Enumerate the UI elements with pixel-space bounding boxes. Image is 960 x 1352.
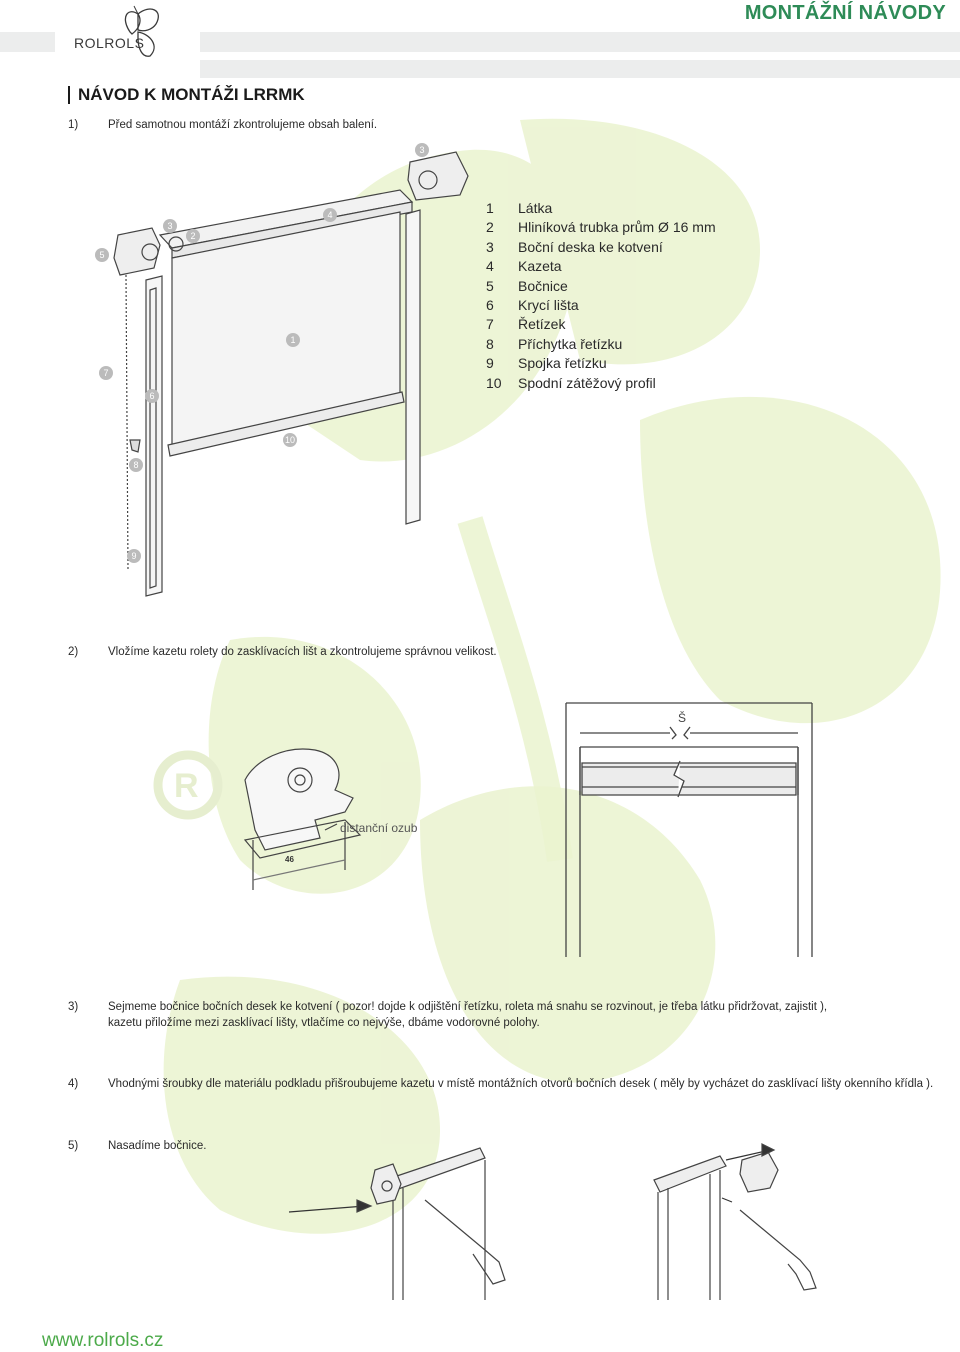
step-3 bbox=[68, 1000, 948, 1032]
header-bar-bottom bbox=[200, 60, 960, 78]
step-number: 2) bbox=[68, 646, 79, 658]
step-number: 5) bbox=[68, 1140, 79, 1152]
screw-installation-diagram-right bbox=[650, 1140, 870, 1300]
step-number: 1) bbox=[68, 119, 79, 131]
width-symbol: Š bbox=[677, 711, 687, 725]
header-bar-left bbox=[0, 32, 55, 52]
footer-website-link[interactable]: www.rolrols.cz bbox=[42, 1330, 164, 1351]
step-text: Nasadíme bočnice. bbox=[108, 1140, 207, 1152]
callout-3-left: 3 bbox=[167, 221, 173, 231]
step-text: Sejmeme bočnice bočních desek ke kotvení ( pozor! dojde k odjištění řetízku, roleta má snahu se rozvinout, je třeba látku přidržovat, zajistit ), bbox=[108, 1001, 828, 1013]
header-bar-right bbox=[200, 32, 960, 52]
dimension-46: 46 bbox=[285, 855, 294, 864]
callout-10: 10 bbox=[284, 435, 296, 445]
callout-6: 6 bbox=[149, 391, 155, 401]
callout-5: 5 bbox=[99, 250, 105, 260]
callout-3-right: 3 bbox=[419, 145, 425, 155]
step-number: 3) bbox=[68, 1001, 79, 1013]
step-text: Vhodnými šroubky dle materiálu podkladu přišroubujeme kazetu v místě montážních otvorů bočních desek ( měly by vycházet do zasklívací lišty okenního křídla ). bbox=[108, 1078, 934, 1090]
section-title: NÁVOD K MONTÁŽI LRRMK bbox=[68, 86, 305, 104]
side-plate-diagram bbox=[225, 740, 445, 900]
step-text: Před samotnou montáží zkontrolujeme obsah balení. bbox=[108, 119, 378, 131]
page-header-title: MONTÁŽNÍ NÁVODY bbox=[744, 2, 946, 24]
step-text: Vložíme kazetu rolety do zasklívacích lišt a zkontrolujeme správnou velikost. bbox=[108, 646, 497, 658]
svg-text:R: R bbox=[174, 767, 199, 805]
logo-butterfly-icon bbox=[110, 2, 170, 62]
callout-9: 9 bbox=[131, 551, 137, 561]
callout-7: 7 bbox=[103, 368, 109, 378]
step-number: 4) bbox=[68, 1078, 79, 1090]
step-1 bbox=[68, 118, 928, 134]
screw-installation-diagram-left bbox=[285, 1140, 545, 1300]
window-frame-diagram bbox=[560, 695, 820, 965]
label-distance-tab: distanční ozub bbox=[340, 821, 418, 835]
step-4 bbox=[68, 1077, 948, 1093]
step-2 bbox=[68, 645, 928, 661]
callout-4: 4 bbox=[327, 210, 333, 220]
callout-8: 8 bbox=[133, 460, 139, 470]
callout-1: 1 bbox=[290, 335, 296, 345]
callout-2: 2 bbox=[190, 231, 196, 241]
logo-text: ROLROLS bbox=[74, 35, 145, 51]
step-text-continued: kazetu přiložíme mezi zasklívací lišty, vtlačíme co nejvýše, dbáme vodorovné polohy. bbox=[108, 1017, 540, 1029]
